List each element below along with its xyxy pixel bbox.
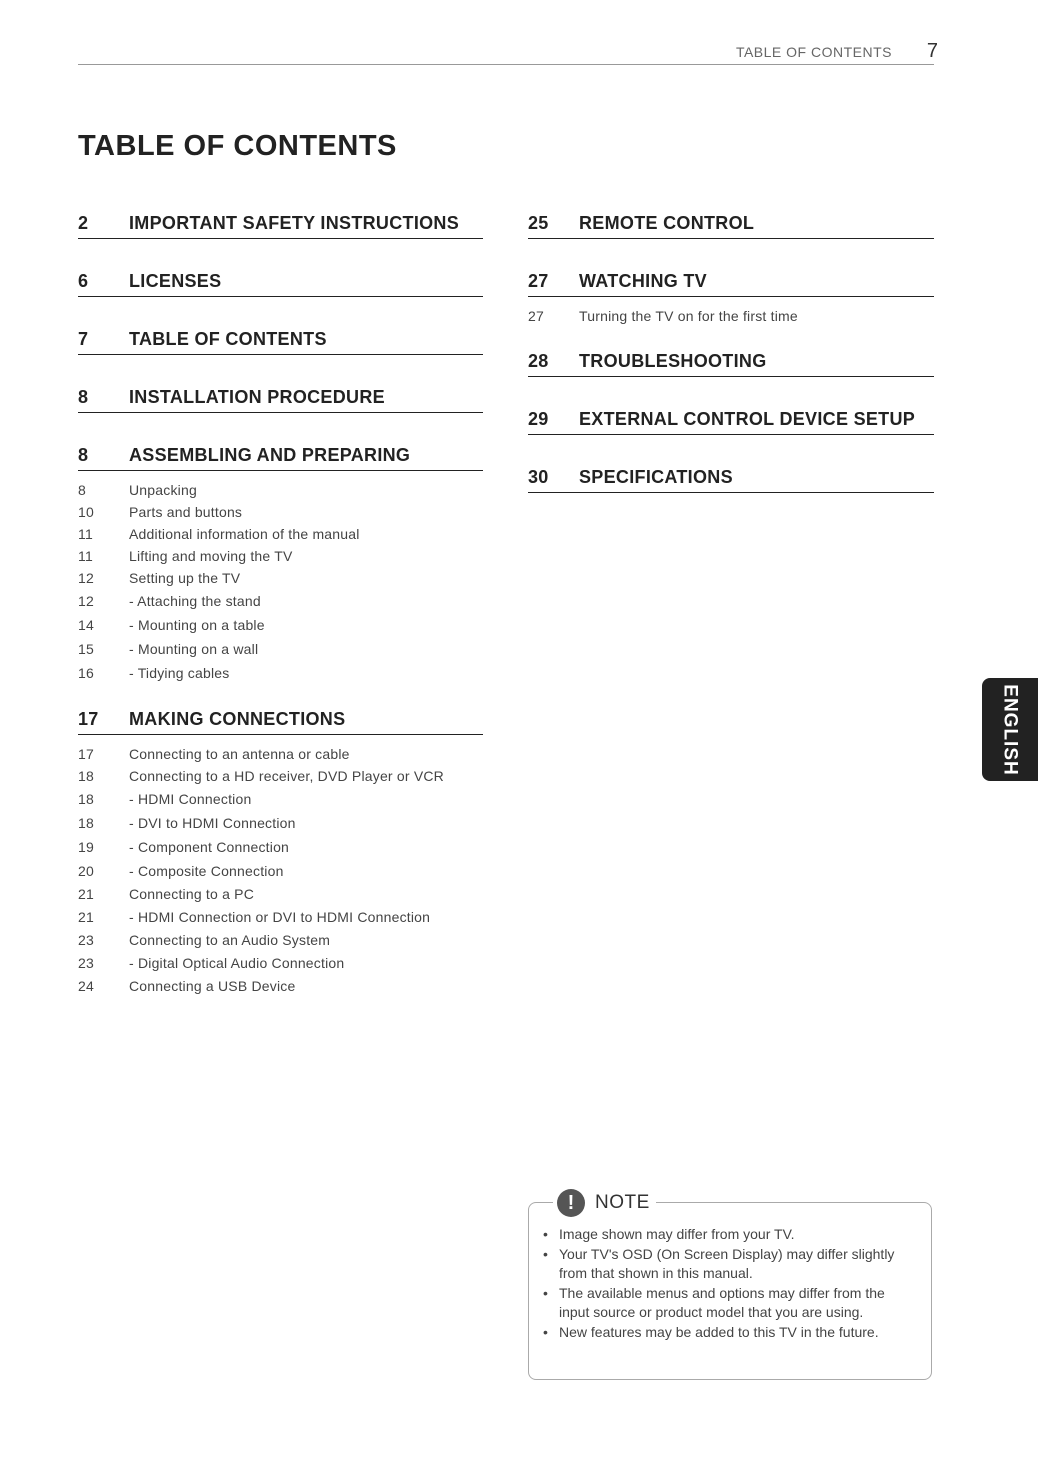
toc-section-title: SPECIFICATIONS — [579, 467, 733, 487]
toc-entry[interactable] — [78, 905, 483, 929]
toc-entry[interactable] — [78, 637, 483, 661]
toc-entry-label: Parts and buttons — [129, 504, 243, 520]
note-item: • Your TV's OSD (On Screen Display) may differ slightly from that shown in this manual. — [541, 1245, 917, 1284]
toc-entry-page: 19 — [78, 839, 94, 855]
note-list — [541, 1225, 917, 1342]
toc-section-title: IMPORTANT SAFETY INSTRUCTIONS — [129, 213, 460, 233]
toc-entry-page: 24 — [78, 978, 94, 994]
toc-section-title: MAKING CONNECTIONS — [129, 709, 346, 729]
toc-section-title: EXTERNAL CONTROL DEVICE SETUP — [579, 409, 916, 429]
toc-section — [528, 460, 934, 493]
toc-entry[interactable] — [528, 305, 934, 327]
toc-section-page: 7 — [78, 329, 89, 349]
toc-entry-page: 17 — [78, 746, 94, 762]
toc-entry-page: 11 — [78, 526, 93, 542]
toc-section-title: LICENSES — [129, 271, 222, 291]
toc-entry[interactable] — [78, 975, 483, 997]
toc-entry-label: - Attaching the stand — [129, 593, 261, 609]
toc-entry[interactable] — [78, 883, 483, 905]
toc-section — [78, 380, 483, 413]
toc-section — [78, 206, 483, 239]
toc-entry-label: Connecting to a HD receiver, DVD Player or VCR — [129, 768, 444, 784]
toc-entry[interactable] — [78, 765, 483, 787]
toc-entry-page: 21 — [78, 909, 94, 925]
note-header — [553, 1189, 656, 1217]
language-tab-label: ENGLISH — [1000, 683, 1022, 776]
toc-entry-list — [78, 743, 483, 997]
toc-section-title: WATCHING TV — [579, 271, 707, 291]
toc-entry-label: Turning the TV on for the first time — [579, 308, 798, 324]
toc-entry-label: - Tidying cables — [129, 665, 230, 681]
toc-section-title: ASSEMBLING AND PREPARING — [129, 445, 411, 465]
exclamation-icon: ! — [557, 1189, 585, 1217]
header-rule — [78, 64, 934, 65]
toc-entry-list — [528, 305, 934, 327]
toc-entry[interactable] — [78, 545, 483, 567]
toc-section-page: 27 — [528, 271, 549, 291]
toc-section-page: 8 — [78, 387, 89, 407]
toc-entry-page: 12 — [78, 570, 94, 586]
toc-entry[interactable] — [78, 501, 483, 523]
toc-entry-label: Lifting and moving the TV — [129, 548, 293, 564]
toc-section-heading[interactable] — [78, 438, 483, 471]
toc-entry-label: - Component Connection — [129, 839, 290, 855]
toc-section-title: TROUBLESHOOTING — [579, 351, 767, 371]
page-title: TABLE OF CONTENTS — [78, 130, 397, 162]
toc-entry[interactable] — [78, 811, 483, 835]
toc-entry-label: Connecting a USB Device — [129, 978, 296, 994]
toc-section-heading[interactable] — [528, 206, 934, 239]
toc-section — [78, 438, 483, 685]
toc-entry-label: - HDMI Connection or DVI to HDMI Connection — [129, 909, 431, 925]
toc-entry-page: 18 — [78, 815, 94, 831]
toc-section-page: 28 — [528, 351, 549, 371]
toc-entry[interactable] — [78, 479, 483, 501]
toc-entry[interactable] — [78, 787, 483, 811]
toc-section-heading[interactable] — [528, 264, 934, 297]
toc-entry[interactable] — [78, 929, 483, 951]
toc-entry-label: Additional information of the manual — [129, 526, 360, 542]
toc-section-page: 6 — [78, 271, 89, 291]
toc-section-heading[interactable] — [78, 206, 483, 239]
toc-section — [78, 702, 483, 997]
toc-entry-page: 18 — [78, 791, 94, 807]
note-item: • The available menus and options may differ from the input source or product model that you are using. — [541, 1284, 917, 1323]
toc-section-page: 29 — [528, 409, 549, 429]
toc-entry-list — [78, 479, 483, 685]
toc-section-page: 25 — [528, 213, 549, 233]
toc-entry-page: 20 — [78, 863, 94, 879]
toc-entry-page: 11 — [78, 548, 93, 564]
toc-entry-page: 23 — [78, 932, 94, 948]
toc-section-heading[interactable] — [528, 402, 934, 435]
toc-section-page: 2 — [78, 213, 89, 233]
note-box — [528, 1191, 932, 1380]
toc-section — [528, 264, 934, 327]
toc-entry-page: 18 — [78, 768, 94, 784]
toc-entry[interactable] — [78, 589, 483, 613]
toc-section — [78, 322, 483, 355]
note-title: NOTE — [595, 1192, 650, 1213]
toc-entry-label: Setting up the TV — [129, 570, 241, 586]
toc-entry-label: - DVI to HDMI Connection — [129, 815, 296, 831]
toc-section — [78, 264, 483, 297]
toc-entry-page: 8 — [78, 482, 86, 498]
toc-section-page: 8 — [78, 445, 89, 465]
toc-entry[interactable] — [78, 613, 483, 637]
toc-entry[interactable] — [78, 523, 483, 545]
toc-entry-page: 23 — [78, 955, 94, 971]
toc-entry-label: - Mounting on a wall — [129, 641, 259, 657]
toc-entry-label: Unpacking — [129, 482, 197, 498]
toc-section-title: TABLE OF CONTENTS — [129, 329, 327, 349]
header-label: TABLE OF CONTENTS — [735, 44, 892, 60]
note-item: • New features may be added to this TV in the future. — [541, 1323, 917, 1343]
toc-entry[interactable] — [78, 743, 483, 765]
toc-entry-page: 12 — [78, 593, 94, 609]
toc-entry-page: 27 — [528, 308, 544, 324]
note-item: • Image shown may differ from your TV. — [541, 1225, 917, 1245]
toc-entry[interactable] — [78, 661, 483, 685]
page-number: 7 — [926, 40, 938, 62]
toc-section — [528, 402, 934, 435]
toc-entry-page: 14 — [78, 617, 94, 633]
toc-section-title: REMOTE CONTROL — [579, 213, 755, 233]
toc-section-page: 30 — [528, 467, 549, 487]
toc-entry[interactable] — [78, 835, 483, 859]
toc-section-heading[interactable] — [528, 460, 934, 493]
toc-section-title: INSTALLATION PROCEDURE — [129, 387, 385, 407]
toc-section-heading[interactable] — [78, 322, 483, 355]
toc-section-heading[interactable] — [78, 264, 483, 297]
toc-section — [528, 206, 934, 239]
toc-entry-page: 10 — [78, 504, 94, 520]
toc-entry[interactable] — [78, 567, 483, 589]
toc-section-heading[interactable] — [78, 380, 483, 413]
toc-entry-label: - Digital Optical Audio Connection — [129, 955, 345, 971]
toc-section-heading[interactable] — [528, 344, 934, 377]
toc-section-page: 17 — [78, 709, 99, 729]
toc-entry-label: Connecting to an Audio System — [129, 932, 331, 948]
toc-entry-label: Connecting to a PC — [129, 886, 255, 902]
toc-entry-page: 16 — [78, 665, 94, 681]
toc-entry-label: - Mounting on a table — [129, 617, 265, 633]
toc-entry-page: 21 — [78, 886, 94, 902]
toc-entry-label: - Composite Connection — [129, 863, 284, 879]
toc-entry-label: Connecting to an antenna or cable — [129, 746, 350, 762]
toc-entry-label: - HDMI Connection — [129, 791, 252, 807]
toc-entry[interactable] — [78, 859, 483, 883]
toc-entry[interactable] — [78, 951, 483, 975]
toc-entry-page: 15 — [78, 641, 94, 657]
toc-section-heading[interactable] — [78, 702, 483, 735]
language-tab[interactable] — [982, 678, 1038, 781]
toc-section — [528, 344, 934, 377]
